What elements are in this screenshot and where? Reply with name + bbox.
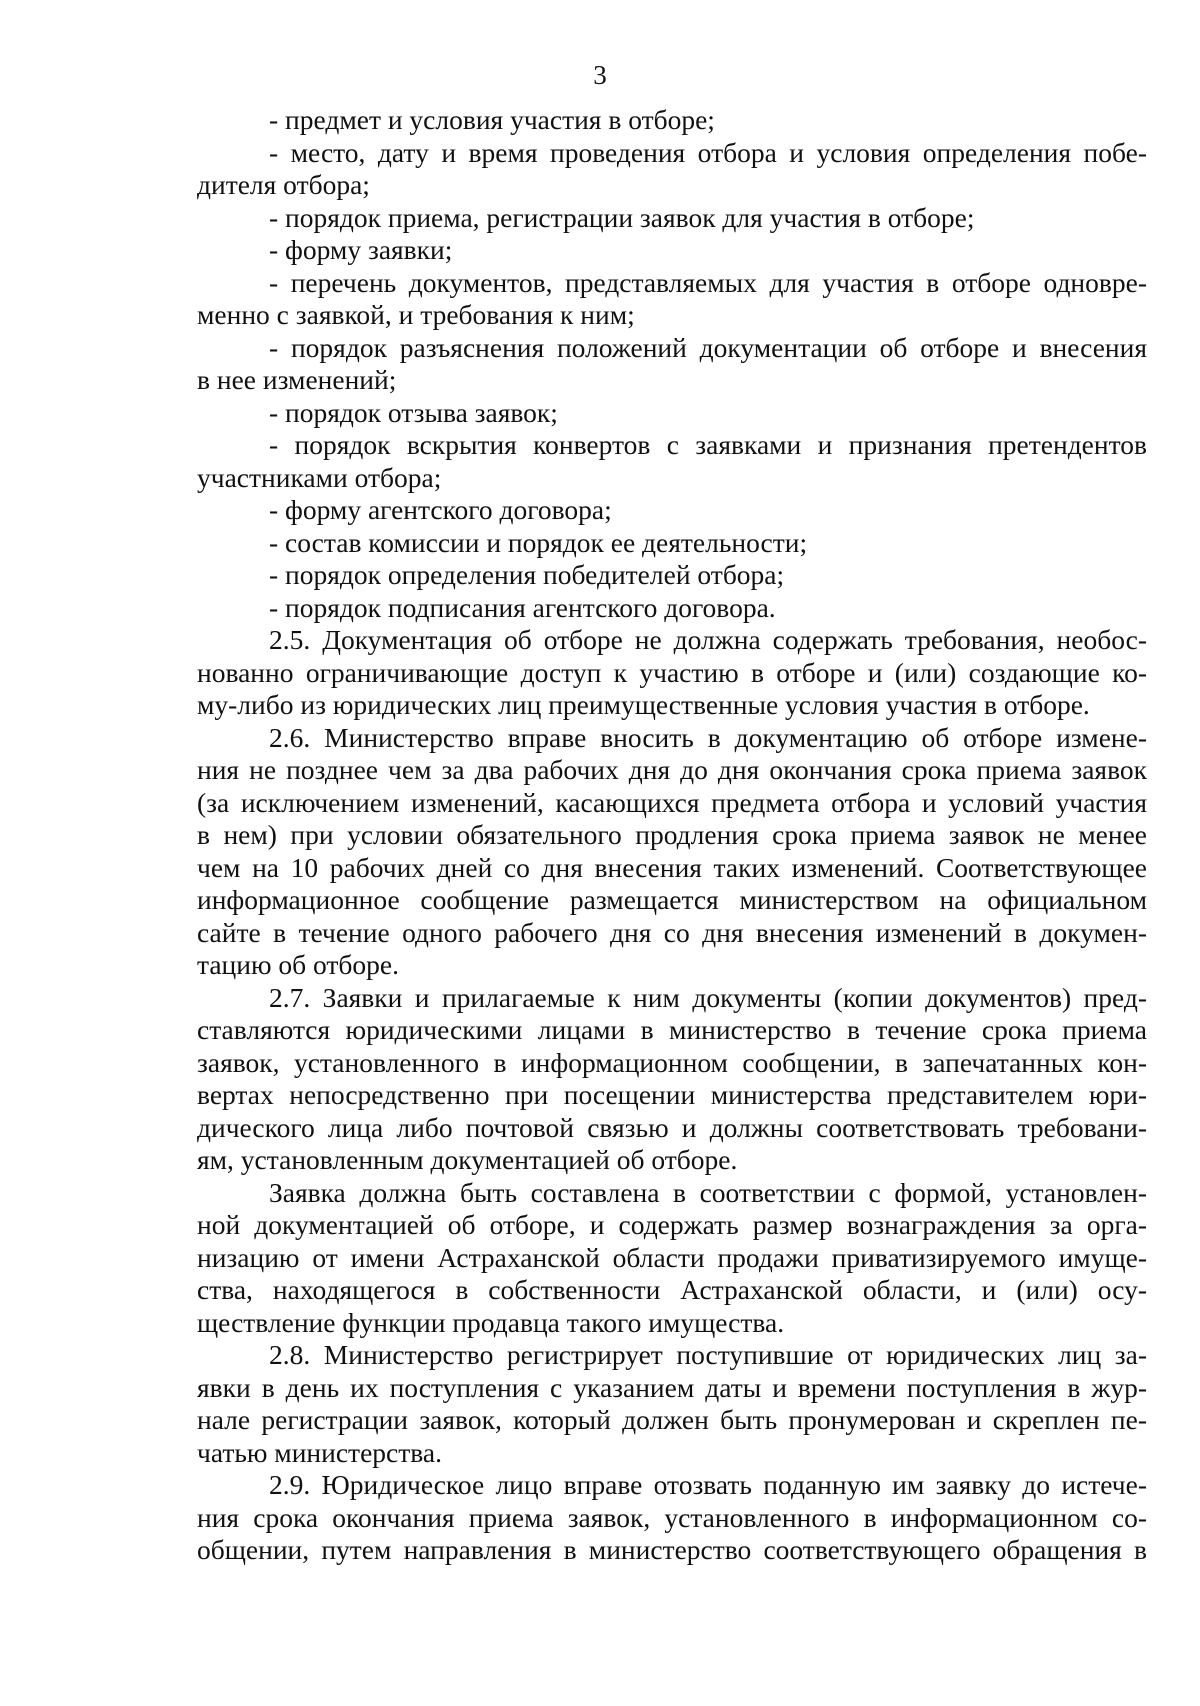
text-line: 2.8. Министерство регистрирует поступившие от юридических лиц за-	[269, 1339, 1147, 1370]
text-line: дического лица либо почтовой связью и должны соответствовать требовани-	[197, 1111, 1147, 1143]
text-line: (за исключением изменений, касающихся предмета отбора и условий участия	[197, 786, 1147, 818]
text-line: участниками отбора;	[197, 461, 442, 493]
text-line: - место, дату и время проведения отбора и условия определения побе-	[269, 136, 1147, 168]
text-line: в нем) при условии обязательного продления срока приема заявок не менее	[197, 819, 1147, 850]
text-line: чем на 10 рабочих дней со дня внесения таких изменений. Соответствующее	[197, 851, 1147, 883]
text-line: 2.6. Министерство вправе вносить в документацию об отборе измене-	[269, 721, 1147, 753]
text-line: - порядок разъяснения положений документации об отборе и внесения	[269, 331, 1147, 363]
text-line: явки в день их поступления с указанием даты и времени поступления в жур-	[197, 1371, 1147, 1403]
text-line: 2.7. Заявки и прилагаемые к ним документы (копии документов) пред-	[269, 981, 1147, 1013]
text-line: вертах непосредственно при посещении министерства представителем юри-	[197, 1079, 1147, 1110]
text-line: ния срока окончания приема заявок, установленного в информационном со-	[197, 1501, 1147, 1533]
page-number: 3	[593, 60, 607, 90]
text-line: 2.5. Документация об отборе не должна содержать требования, необос-	[269, 624, 1147, 655]
text-line: низацию от имени Астраханской области продажи приватизируемого имуще-	[197, 1241, 1147, 1273]
text-line: нованно ограничивающие доступ к участию в отборе и (или) создающие ко-	[197, 656, 1147, 688]
text-line: общении, путем направления в министерство соответствующего обращения в	[197, 1534, 1147, 1565]
text-line: ставляются юридическими лицами в министерство в течение срока приема	[197, 1014, 1147, 1045]
text-line: - предмет и условия участия в отборе;	[269, 104, 715, 135]
text-line: в нее изменений;	[197, 364, 397, 395]
text-line: ям, установленным документацией об отборе.	[197, 1144, 738, 1175]
text-line: ния не позднее чем за два рабочих дня до дня окончания срока приема заявок	[197, 754, 1147, 785]
text-line: - порядок подписания агентского договора.	[269, 591, 776, 623]
text-line: - состав комиссии и порядок ее деятельности;	[269, 526, 808, 558]
text-line: му-либо из юридических лиц преимущественные условия участия в отборе.	[197, 689, 1090, 720]
text-line: - порядок определения победителей отбора;	[269, 559, 785, 590]
text-line: заявок, установленного в информационном сообщении, в запечатанных кон-	[197, 1046, 1147, 1078]
text-line: - порядок отзыва заявок;	[269, 396, 558, 428]
text-line: - форму заявки;	[269, 234, 453, 265]
text-line: - порядок приема, регистрации заявок для участия в отборе;	[269, 201, 975, 233]
text-line: тацию об отборе.	[197, 949, 400, 980]
text-line: ства, находящегося в собственности Астраханской области, и (или) осу-	[197, 1274, 1147, 1305]
text-line: менно с заявкой, и требования к ним;	[197, 299, 635, 330]
text-line: нале регистрации заявок, который должен быть пронумерован и скреплен пе-	[197, 1404, 1147, 1435]
text-line: 2.9. Юридическое лицо вправе отозвать поданную им заявку до истече-	[269, 1469, 1147, 1500]
document-body	[197, 104, 1147, 1567]
text-line: чатью министерства.	[197, 1436, 442, 1468]
text-line: информационное сообщение размещается министерством на официальном	[197, 884, 1147, 915]
text-line: сайте в течение одного рабочего дня со дня внесения изменений в докумен-	[197, 916, 1147, 948]
text-line: - перечень документов, представляемых для участия в отборе одновре-	[269, 266, 1147, 298]
text-line: ной документацией об отборе, и содержать размер вознаграждения за орга-	[197, 1209, 1147, 1240]
text-line: Заявка должна быть составлена в соответствии с формой, установлен-	[269, 1176, 1147, 1208]
text-line: - форму агентского договора;	[269, 494, 612, 525]
text-line: дителя отбора;	[197, 169, 370, 200]
text-line: ществление функции продавца такого имущества.	[197, 1306, 785, 1338]
text-line: - порядок вскрытия конвертов с заявками и признания претендентов	[269, 429, 1147, 460]
